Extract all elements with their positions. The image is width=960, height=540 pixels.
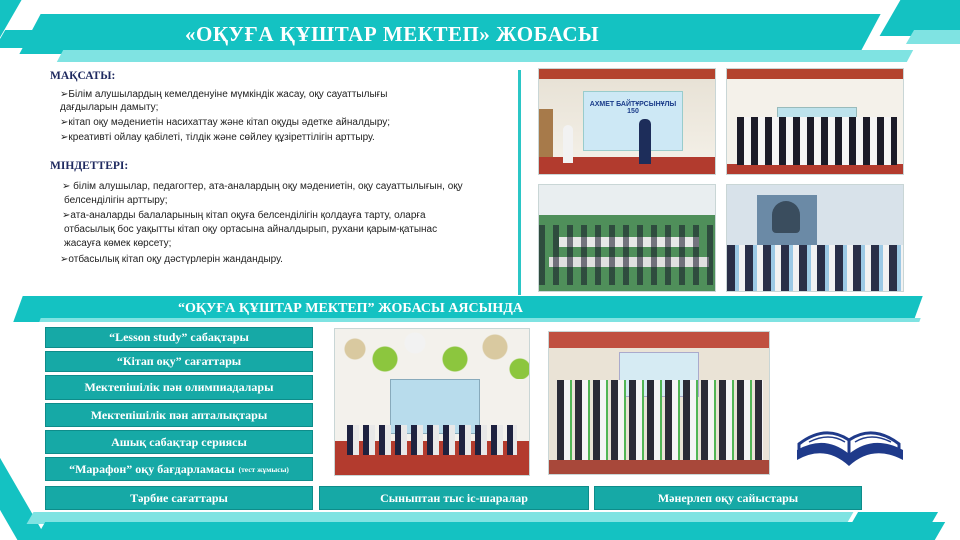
tasks-item: отбасылық бос уақытты кітап оқу ортасына айналдырып, рухани қарым-қатынас <box>64 224 438 235</box>
marathon-button[interactable] <box>45 457 313 481</box>
tasks-item: белсенділігін арттыру; <box>64 195 168 206</box>
lesson-study-button[interactable]: “Lesson study” сабақтары <box>45 327 313 348</box>
expressive-reading-button[interactable]: Мәнерлеп оқу сайыстары <box>594 486 862 510</box>
corner-deco <box>906 30 960 44</box>
event-photo <box>334 328 530 476</box>
event-photo <box>726 184 904 292</box>
photo-banner-text: АХМЕТ БАЙТҰРСЫНҰЛЫ 150 <box>589 101 677 115</box>
section-title: “ОҚУҒА ҚҰШТАР МЕКТЕП” ЖОБАСЫ АЯСЫНДА <box>178 301 523 316</box>
book-reading-hours-button[interactable]: “Кітап оқу” сағаттары <box>45 351 313 372</box>
marathon-note: (тест жұмысы) <box>238 464 289 474</box>
tasks-heading: МІНДЕТТЕРІ: <box>50 160 129 172</box>
bottom-stripe <box>35 522 945 540</box>
event-photo <box>548 331 770 475</box>
page-title: «ОҚУҒА ҚҰШТАР МЕКТЕП» ЖОБАСЫ <box>185 22 600 46</box>
vertical-divider <box>518 70 521 295</box>
open-book-icon <box>795 410 905 472</box>
tasks-item: ➢ білім алушылар, педагогтер, ата-аналардың оқу мәдениетін, оқу сауаттылығын, оқу <box>62 181 463 192</box>
aims-heading: МАҚСАТЫ: <box>50 70 116 82</box>
aims-item: ➢Білім алушылардың кемелденуіне мүмкіндік жасау, оқу сауаттылығы <box>60 89 388 100</box>
subject-weeks-button[interactable]: Мектепішілік пән апталықтары <box>45 403 313 427</box>
olympiads-button[interactable]: Мектепішілік пән олимпиадалары <box>45 375 313 400</box>
open-lessons-button[interactable]: Ашық сабақтар сериясы <box>45 430 313 454</box>
aims-item: ➢кітап оқу мәдениетін насихаттау және кітап оқуды әдетке айналдыру; <box>60 117 391 128</box>
tasks-item: ➢ата-аналарды балаларының кітап оқуға белсенділігін қолдауға тарту, оларға <box>62 210 426 221</box>
event-photo <box>726 68 904 175</box>
extracurricular-button[interactable]: Сыныптан тыс іс-шаралар <box>319 486 589 510</box>
event-photo <box>538 184 716 292</box>
tasks-item: жасауға көмек көрсету; <box>64 238 172 249</box>
title-bar-accent <box>57 50 913 62</box>
upbringing-hours-button[interactable]: Тәрбие сағаттары <box>45 486 313 510</box>
corner-deco <box>842 512 938 540</box>
tasks-item: ➢отбасылық кітап оқу дәстүрлерін жандандыру. <box>60 254 283 265</box>
aims-item: дағдыларын дамыту; <box>60 102 159 113</box>
aims-item: ➢креативті ойлау қабілеті, тілдік және сөйлеу құзіреттілігін арттыру. <box>60 132 375 143</box>
event-photo <box>538 68 716 175</box>
corner-deco <box>0 445 47 540</box>
marathon-label: “Марафон” оқу бағдарламасы <box>69 461 235 476</box>
